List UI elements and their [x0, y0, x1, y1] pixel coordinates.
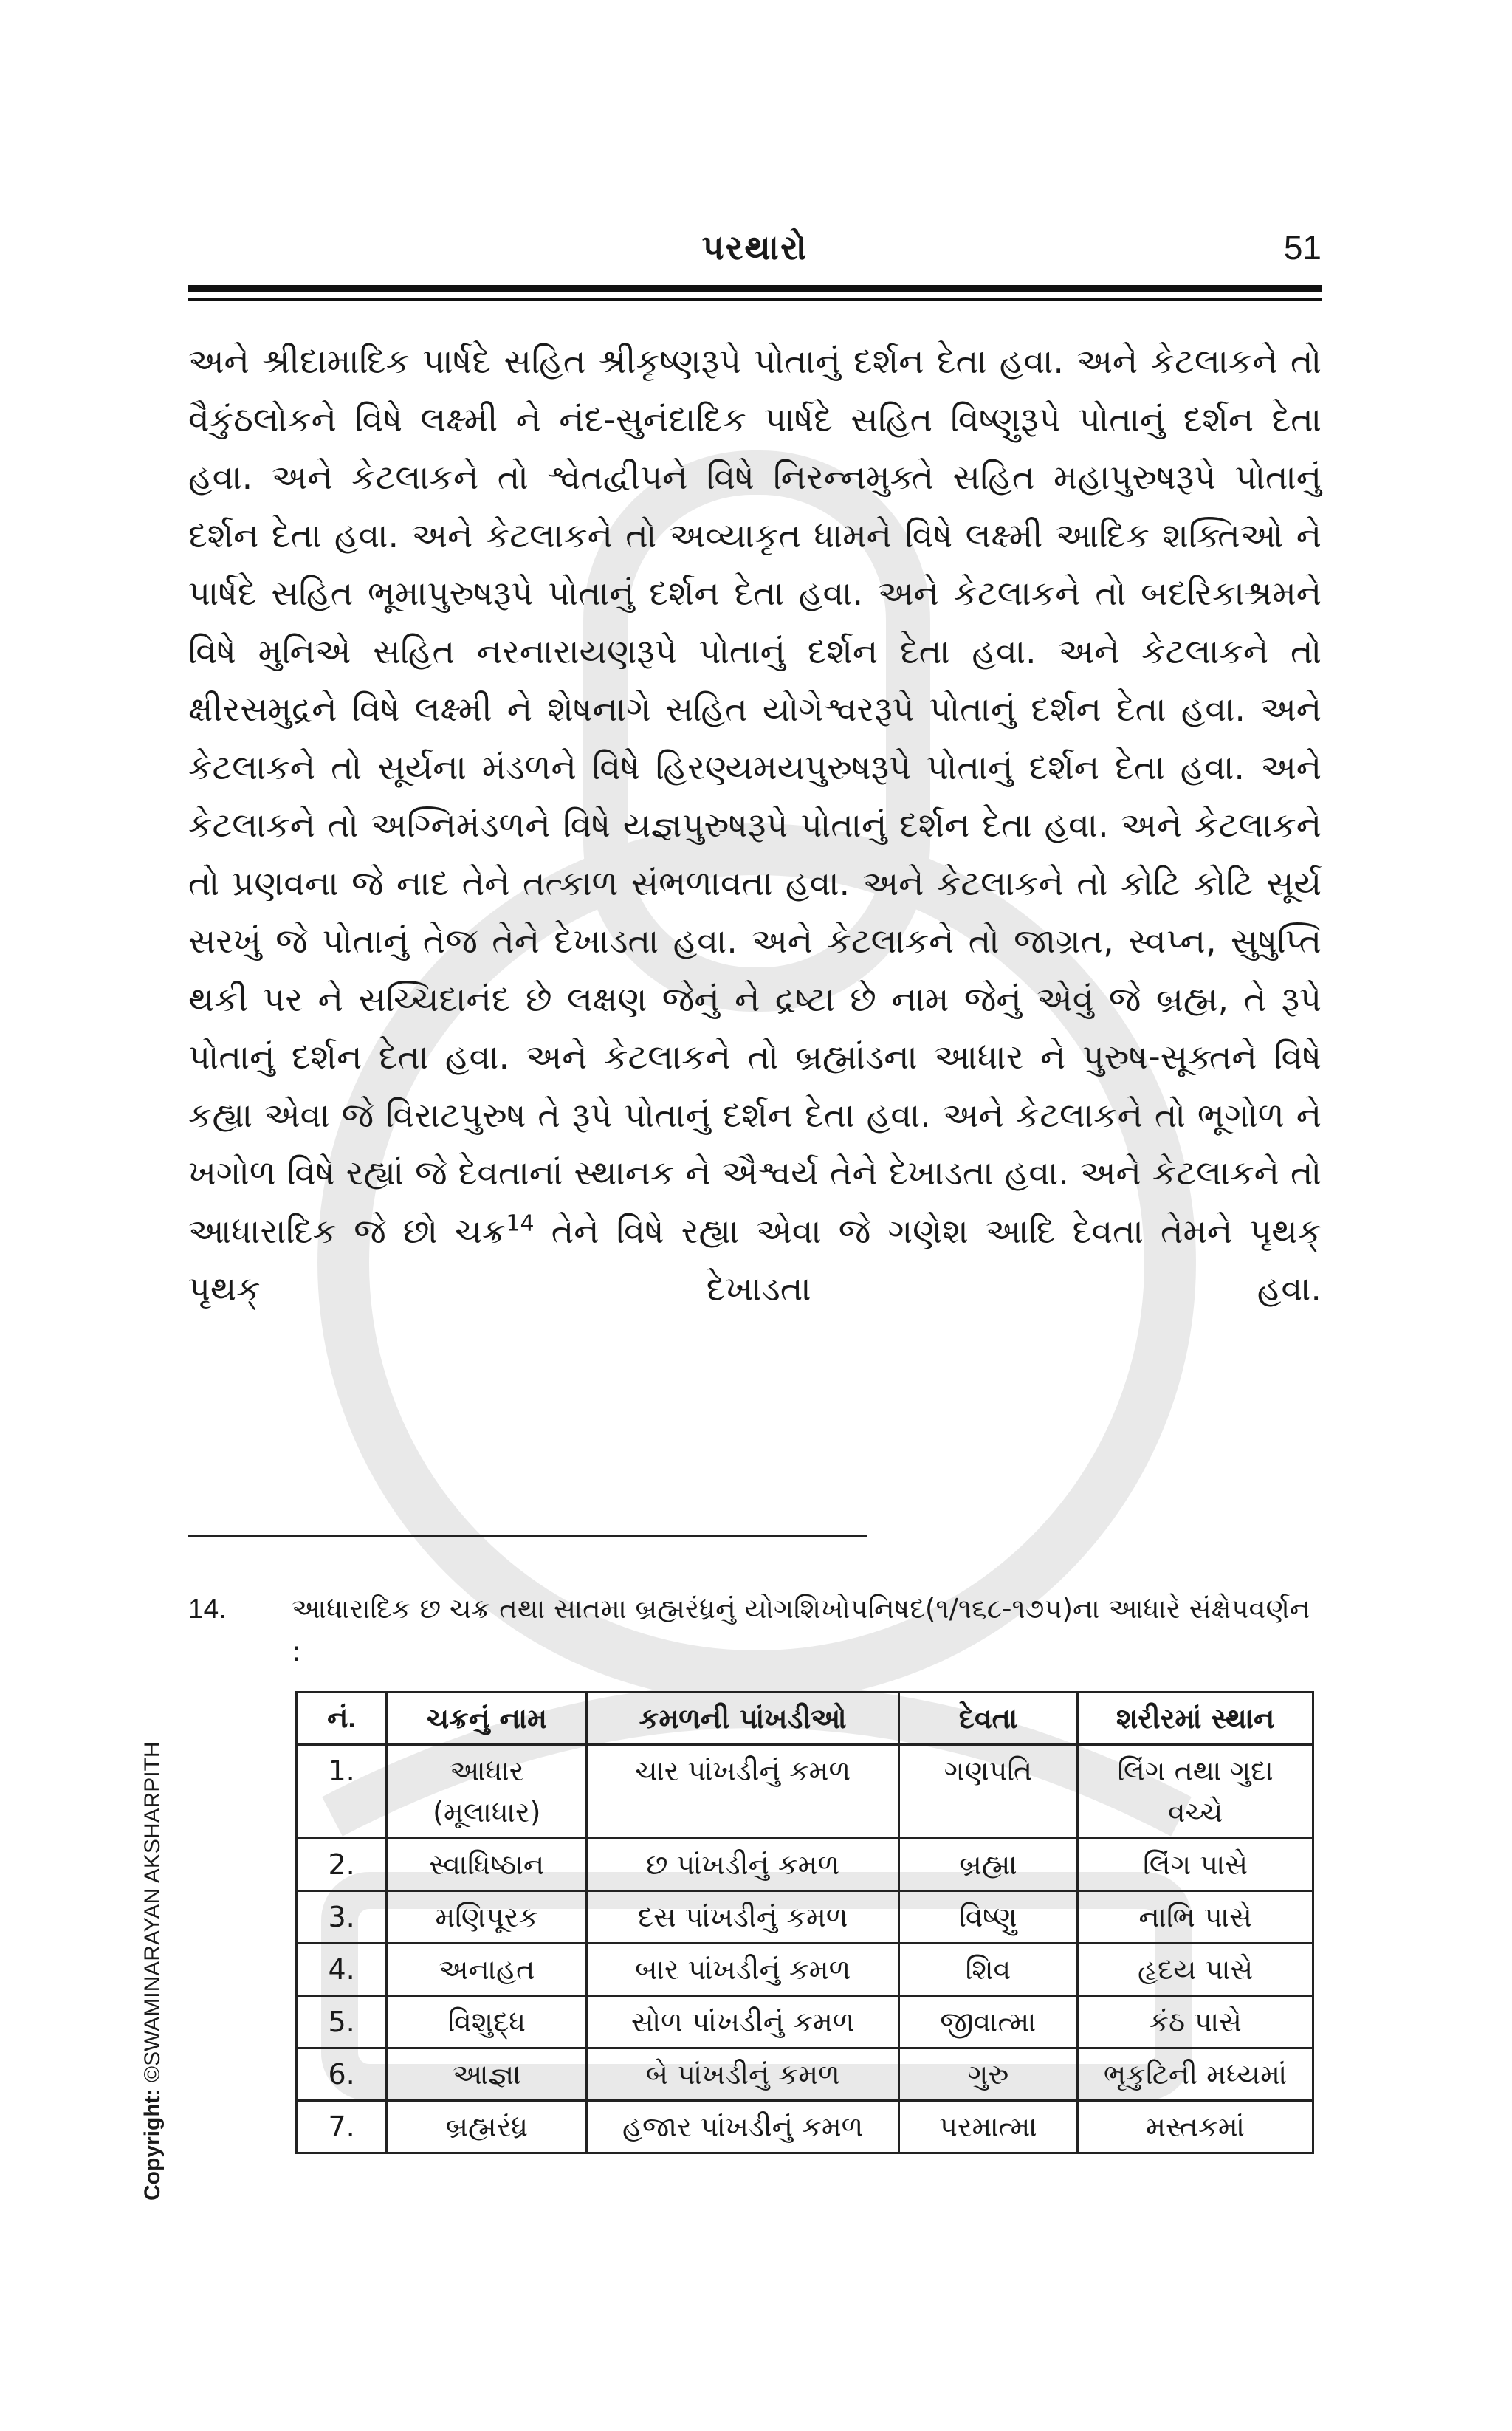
cell-chakra-name: અનાહત: [387, 1944, 587, 1996]
header-lotus-petals: કમળની પાંખડીઓ: [587, 1693, 898, 1745]
copyright-label: Copyright:: [140, 2088, 165, 2201]
page-number: 51: [1283, 228, 1322, 267]
cell-body-location: ભૃકુટિની મધ્યમાં: [1078, 2048, 1313, 2101]
cell-body-location: નાભિ પાસે: [1078, 1891, 1313, 1944]
footnote-number: 14.: [188, 1594, 227, 1624]
cell-body-location: લિંગ પાસે: [1078, 1839, 1313, 1891]
cell-number: 5.: [297, 1996, 387, 2048]
table-row: [297, 1839, 1313, 1891]
cell-number: 4.: [297, 1944, 387, 1996]
cell-body-location: મસ્તકમાં: [1078, 2101, 1313, 2153]
cell-body-location: લિંગ તથા ગુદા વચ્ચે: [1078, 1745, 1313, 1839]
header-rule-thick: [188, 285, 1322, 292]
cell-number: 6.: [297, 2048, 387, 2101]
page-header: [188, 214, 1322, 281]
cell-body-location: હૃદય પાસે: [1078, 1944, 1313, 1996]
table-row: [297, 1996, 1313, 2048]
cell-deity: બ્રહ્મા: [898, 1839, 1077, 1891]
cell-body-location: કંઠ પાસે: [1078, 1996, 1313, 2048]
cell-deity: ગણપતિ: [898, 1745, 1077, 1839]
cell-deity: શિવ: [898, 1944, 1077, 1996]
cell-chakra-name: વિશુદ્ધ: [387, 1996, 587, 2048]
cell-number: 3.: [297, 1891, 387, 1944]
header-rule-thin: [188, 298, 1322, 301]
header-chakra-name: ચક્રનું નામ: [387, 1693, 587, 1745]
cell-lotus-petals: સોળ પાંખડીનું કમળ: [587, 1996, 898, 2048]
cell-lotus-petals: હજાર પાંખડીનું કમળ: [587, 2101, 898, 2153]
table-row: [297, 2101, 1313, 2153]
header-deity: દેવતા: [898, 1693, 1077, 1745]
cell-lotus-petals: બાર પાંખડીનું કમળ: [587, 1944, 898, 1996]
cell-lotus-petals: છ પાંખડીનું કમળ: [587, 1839, 898, 1891]
cell-number: 2.: [297, 1839, 387, 1891]
cell-deity: જીવાત્મા: [898, 1996, 1077, 2048]
body-text-part-1: અને શ્રીદામાદિક પાર્ષદે સહિત શ્રીકૃષ્ણરૂપે પોતાનું દર્શન દેતા હવા. અને કેટલાકને તો વૈકુંઠલોકને વિષે લક્ષ્મી ને નંદ-સુનંદાદિક પાર્ષદે સહિત વિષ્ણુરૂપે પોતાનું દર્શન દેતા હવા. અને કેટલાકને તો શ્વેતદ્વીપને વિષે નિરન્નમુક્તે સહિત મહાપુરુષરૂપે પોતાનું દર્શન દેતા હવા. અને કેટલાકને તો અવ્યાકૃત ધામને વિષે લક્ષ્મી આદિક શક્તિઓ ને પાર્ષદે સહિત ભૂમાપુરુષરૂપે પોતાનું દર્શન દેતા હવા. અને કેટલાકને તો બદરિકાશ્રમને વિષે મુનિએ સહિત નરનારાયણરૂપે પોતાનું દર્શન દેતા હવા. અને કેટલાકને તો ક્ષીરસમુદ્રને વિષે લક્ષ્મી ને શેષનાગે સહિત યોગેશ્વરરૂપે પોતાનું દર્શન દેતા હવા. અને કેટલાકને તો સૂર્યના મંડળને વિષે હિરણ્યમયપુરુષરૂપે પોતાનું દર્શન દેતા હવા. અને કેટલાકને તો અગ્નિમંડળને વિષે યજ્ઞપુરુષરૂપે પોતાનું દર્શન દેતા હવા. અને કેટલાકને તો પ્રણવના જે નાદ તેને તત્કાળ સંભળાવતા હવા. અને કેટલાકને તો કોટિ કોટિ સૂર્ય સરખું જે પોતાનું તેજ તેને દેખાડતા હવા. અને કેટલાકને તો જાગ્રત, સ્વપ્ન, સુષુપ્તિ થકી પર ને સચ્ચિદાનંદ છે લક્ષણ જેનું ને દ્રષ્ટા છે નામ જેનું એવું જે બ્રહ્મ, તે રૂપે પોતાનું દર્શન દેતા હવા. અને કેટલાકને તો બ્રહ્માંડના આધાર ને પુરુષ-સૂક્તને વિષે કહ્યા એવા જે વિરાટપુરુષ તે રૂપે પોતાનું દર્શન દેતા હવા. અને કેટલાકને તો ભૂગોળ ને ખગોળ વિષે રહ્યાં જે દેવતાનાં સ્થાનક ને ઐશ્વર્ય તેને દેખાડતા હવા. અને કેટલાકને તો આધારાદિક જે છો ચક્ર: [188, 341, 1322, 1251]
table-row: [297, 1891, 1313, 1944]
cell-lotus-petals: ચાર પાંખડીનું કમળ: [587, 1745, 898, 1839]
copyright-text: ©SWAMINARAYAN AKSHARPITH: [140, 1741, 165, 2089]
footnote-reference[interactable]: 14: [506, 1210, 535, 1237]
cell-lotus-petals: દસ પાંખડીનું કમળ: [587, 1891, 898, 1944]
body-paragraph: [188, 332, 1322, 1318]
header-number: નં.: [297, 1693, 387, 1745]
cell-chakra-name: સ્વાધિષ્ઠાન: [387, 1839, 587, 1891]
cell-chakra-name: આધાર (મૂલાધાર): [387, 1745, 587, 1839]
footnote-separator: [188, 1535, 867, 1537]
table-row: [297, 1944, 1313, 1996]
chakra-table: [295, 1691, 1314, 2154]
table-row: [297, 1745, 1313, 1839]
table-row: [297, 2048, 1313, 2101]
body-text-part-2: તેને વિષે રહ્યા એવા જે ગણેશ આદિ દેવતા તેમને પૃથક્ પૃથક્ દેખાડતા હવા.: [188, 1210, 1322, 1309]
cell-lotus-petals: બે પાંખડીનું કમળ: [587, 2048, 898, 2101]
cell-number: 7.: [297, 2101, 387, 2153]
cell-chakra-name: બ્રહ્મરંધ્ર: [387, 2101, 587, 2153]
cell-chakra-name: આજ્ઞા: [387, 2048, 587, 2101]
table-header-row: [297, 1693, 1313, 1745]
cell-number: 1.: [297, 1745, 387, 1839]
cell-deity: વિષ્ણુ: [898, 1891, 1077, 1944]
cell-deity: પરમાત્મા: [898, 2101, 1077, 2153]
cell-deity: ગુરુ: [898, 2048, 1077, 2101]
running-title: પરથારો: [701, 227, 808, 267]
footnote-text: આધારાદિક છ ચક્ર તથા સાતમા બ્રહ્મરંધ્રનું યોગશિખોપનિષદ(૧/૧૬૮-૧૭૫)ના આધારે સંક્ષેપવર્ણન :: [292, 1593, 1310, 1667]
header-body-location: શરીરમાં સ્થાન: [1078, 1693, 1313, 1745]
cell-chakra-name: મણિપૂરક: [387, 1891, 587, 1944]
copyright-notice: [140, 1741, 165, 2201]
